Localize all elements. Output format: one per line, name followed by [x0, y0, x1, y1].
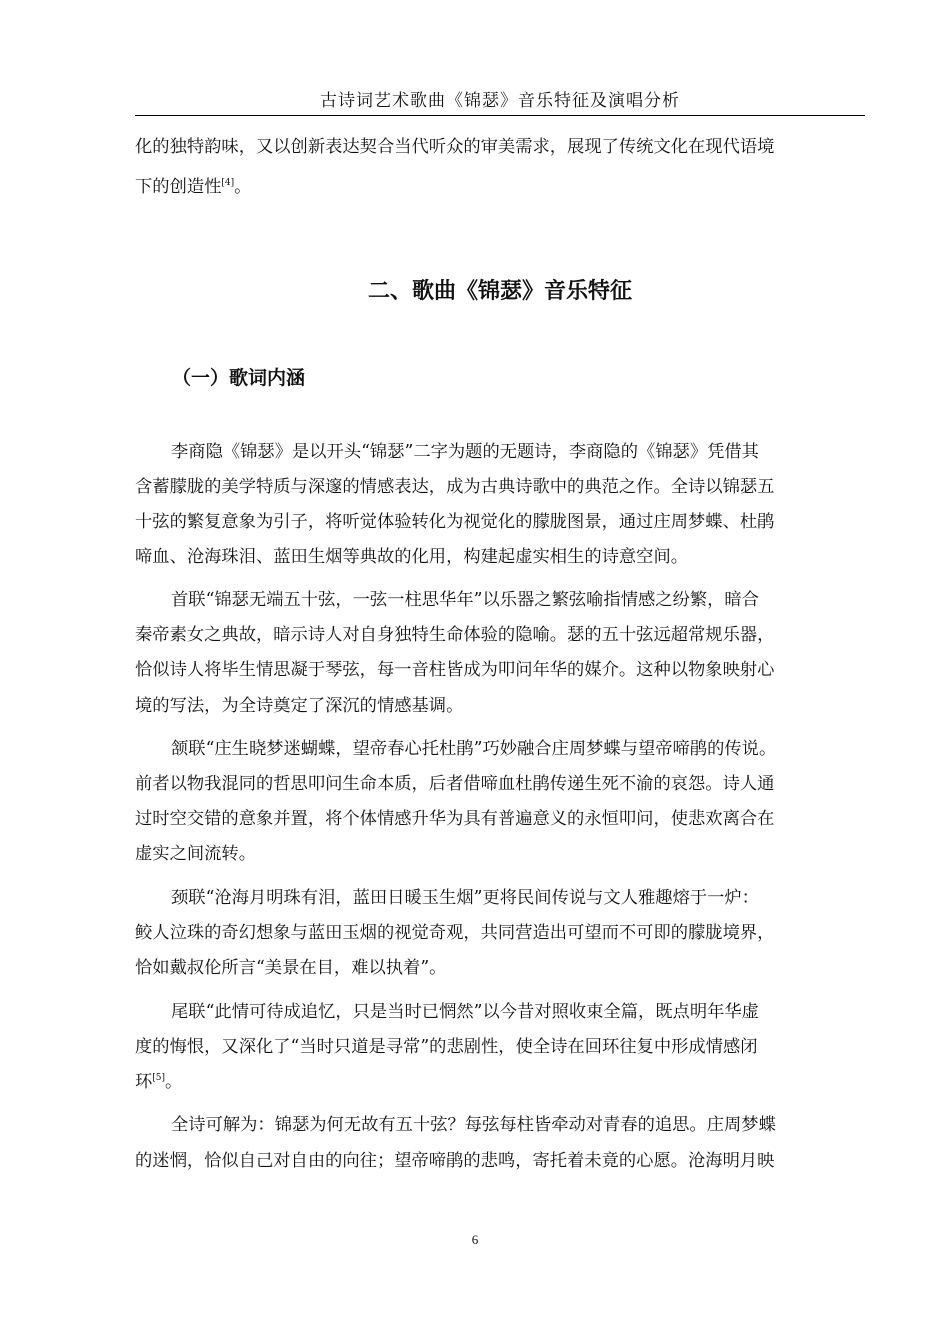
para3-line-4: 虚实之间流转。	[135, 844, 256, 864]
para1-line-1: 李商隐《锦瑟》是以开头“锦瑟”二字为题的无题诗，李商隐的《锦瑟》凭借其	[171, 442, 759, 462]
para3-line-3: 过时空交错的意象并置，将个体情感升华为具有普遍意义的永恒叩问，使悲欢离合在	[135, 809, 775, 829]
para2-line-2: 秦帝素女之典故，暗示诗人对自身独特生命体验的隐喻。瑟的五十弦远超常规乐器，	[135, 625, 775, 645]
section-title: 二、歌曲《锦瑟》音乐特征	[367, 279, 632, 304]
subsection-title: （一）歌词内涵	[172, 367, 306, 389]
para4-line-3: 恰如戴叔伦所言“美景在目，难以执着”。	[135, 958, 447, 978]
para4-line-2: 鲛人泣珠的奇幻想象与蓝田玉烟的视觉奇观，共同营造出可望而不可即的朦胧境界，	[135, 923, 775, 943]
para2-line-4: 境的写法，为全诗奠定了深沉的情感基调。	[135, 696, 464, 716]
para5-line-1: 尾联“此情可待成追忆，只是当时已惘然”以今昔对照收束全篇，既点明年华虚	[171, 1002, 759, 1022]
para6-line-2: 的迷惘，恰似自己对自由的向往；望帝啼鹃的悲鸣，寄托着未竟的心愿。沧海明月映	[135, 1151, 775, 1171]
para6-line-1: 全诗可解为：锦瑟为何无故有五十弦？每弦每柱皆牵动对青春的追思。庄周梦蝶	[171, 1115, 776, 1135]
para5-line-3	[135, 1065, 865, 1099]
para4-line-1: 颈联“沧海月明珠有泪，蓝田日暖玉生烟”更将民间传说与文人雅趣熔于一炉：	[171, 888, 759, 908]
intro-line-2	[135, 170, 865, 204]
para3-line-1: 颔联“庄生晓梦迷蝴蝶，望帝春心托杜鹃”巧妙融合庄周梦蝶与望帝啼鹃的传说。	[171, 739, 777, 759]
para3-line-2: 前者以物我混同的哲思叩问生命本质，后者借啼血杜鹃传递生死不渝的哀怨。诗人通	[135, 774, 775, 794]
running-header: 古诗词艺术歌曲《锦瑟》音乐特征及演唱分析	[320, 91, 680, 111]
para5-line-2: 度的悔恨，又深化了“当时只道是寻常”的悲剧性，使全诗在回环往复中形成情感闭	[135, 1037, 758, 1057]
header-rule	[135, 115, 865, 116]
citation-4: [4]	[221, 178, 235, 188]
page-number: 6	[471, 1232, 479, 1247]
intro-line-2-text: 下的创造性	[135, 177, 222, 197]
para1-line-4: 啼血、沧海珠泪、蓝田生烟等典故的化用，构建起虚实相生的诗意空间。	[135, 547, 689, 567]
para1-line-3: 十弦的繁复意象为引子，将听觉体验转化为视觉化的朦胧图景，通过庄周梦蝶、杜鹃	[135, 512, 775, 532]
intro-line-1: 化的独特韵味，又以创新表达契合当代听众的审美需求，展现了传统文化在现代语境	[135, 137, 775, 157]
citation-5: [5]	[152, 1073, 166, 1083]
para2-line-3: 恰似诗人将毕生情思凝于琴弦，每一音柱皆成为叩问年华的媒介。这种以物象映射心	[135, 660, 775, 680]
para5-line-3-end: 。	[165, 1072, 183, 1092]
para2-line-1: 首联“锦瑟无端五十弦，一弦一柱思华年”以乐器之繁弦喻指情感之纷繁，暗合	[171, 590, 759, 610]
para5-line-3-text: 环	[135, 1072, 153, 1092]
para1-line-2: 含蓄朦胧的美学特质与深邃的情感表达，成为古典诗歌中的典范之作。全诗以锦瑟五	[135, 477, 775, 497]
intro-line-2-end: 。	[234, 177, 252, 197]
